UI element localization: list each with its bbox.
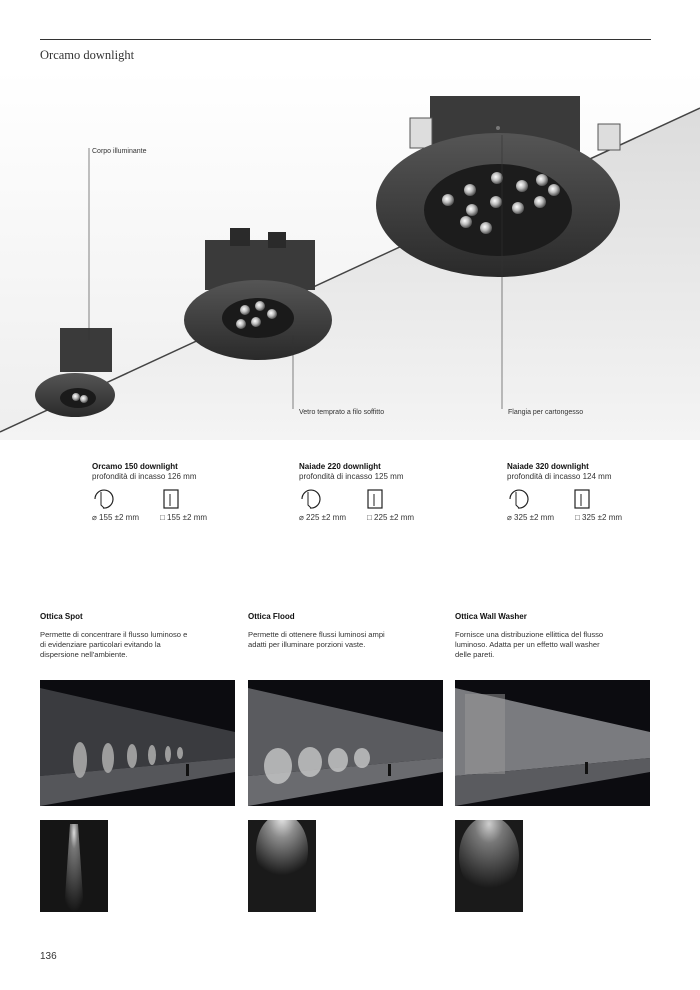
dimension-square: □ 155 ±2 mm — [160, 513, 208, 522]
callout-flange: Flangia per cartongesso — [508, 409, 584, 416]
product-name: Naiade 320 downlight — [507, 462, 589, 471]
optic-wallwasher-title: Ottica Wall Washer — [455, 612, 527, 621]
page-number: 136 — [40, 951, 57, 962]
optic-wallwasher-description: Fornisce una distribuzione ellittica del flusso luminoso. Adatta per un effetto wall washer delle pareti. — [455, 630, 604, 659]
dimension-diameter: ⌀ 155 ±2 mm — [92, 513, 139, 522]
dimension-diameter: ⌀ 225 ±2 mm — [299, 513, 346, 522]
mounting-icons — [92, 488, 242, 510]
product-name: Orcamo 150 downlight — [92, 462, 178, 471]
mounting-icons — [507, 488, 657, 510]
flood-scene-image — [248, 680, 443, 806]
optic-spot-title: Ottica Spot — [40, 612, 83, 621]
spot-beam-image — [40, 820, 108, 912]
wallwasher-beam-image — [455, 820, 523, 912]
callout-glass: Vetro temprato a filo soffitto — [299, 409, 385, 416]
product-name: Naiade 220 downlight — [299, 462, 381, 471]
naiade-220-lamp — [184, 228, 332, 360]
top-rule — [40, 39, 651, 40]
optic-spot-description: Permette di concentrare il flusso luminoso e di evidenziare particolari evitando la dispersione nell'ambiente. — [40, 630, 188, 659]
dimension-square: □ 325 ±2 mm — [575, 513, 623, 522]
product-depth: profondità di incasso 124 mm — [507, 472, 612, 481]
wallwasher-scene-image — [455, 680, 650, 806]
callout-body: Corpo illuminante — [92, 148, 147, 155]
downlights-illustration — [0, 70, 700, 440]
mounting-icons — [299, 488, 449, 510]
product-depth: profondità di incasso 125 mm — [299, 472, 404, 481]
page-title: Orcamo downlight — [40, 48, 135, 62]
product-naiade-320 — [507, 462, 623, 522]
spot-scene-image — [40, 680, 235, 806]
dimension-square: □ 225 ±2 mm — [367, 513, 415, 522]
flood-beam-image — [248, 820, 316, 912]
product-depth: profondità di incasso 126 mm — [92, 472, 197, 481]
product-naiade-220 — [299, 462, 415, 522]
dimension-diameter: ⌀ 325 ±2 mm — [507, 513, 554, 522]
optic-flood-description: Permette di ottenere flussi luminosi ampi adatti per illuminare porzioni vaste. — [248, 630, 385, 649]
optic-flood-title: Ottica Flood — [248, 612, 295, 621]
product-orcamo-150 — [92, 462, 208, 522]
